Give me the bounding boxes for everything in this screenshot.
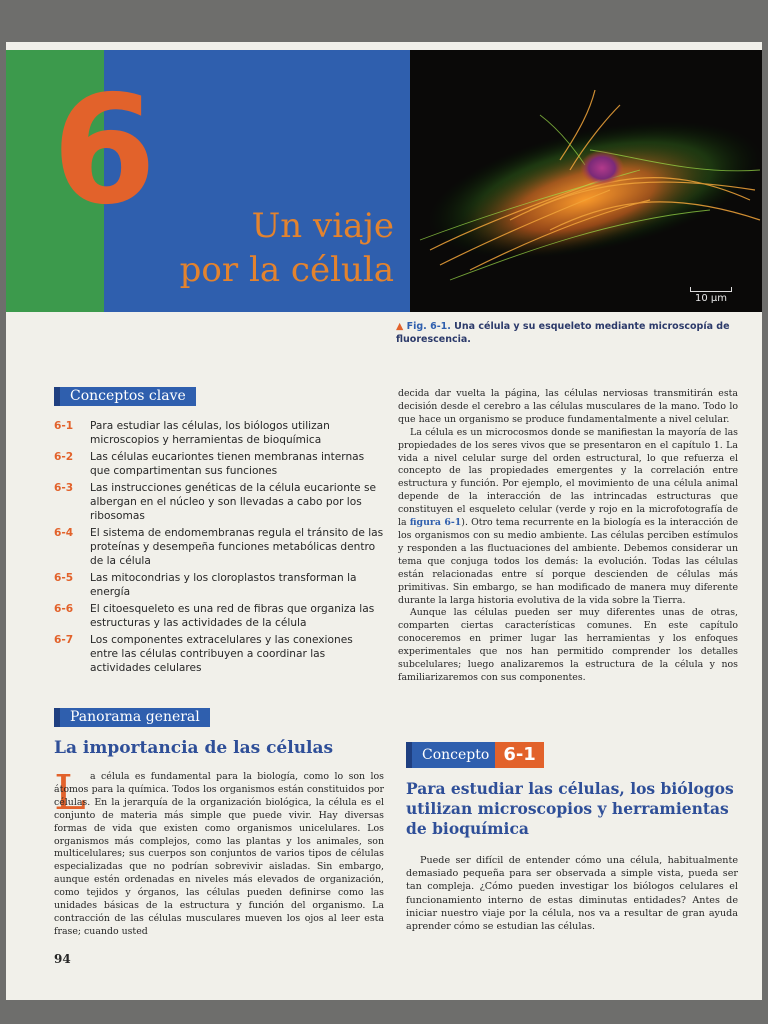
concept-text: Las células eucariontes tienen membranas internas que compartimentan sus funciones [90,451,365,477]
concept-section-title: Para estudiar las células, los biólogos utilizan microscopios y herramientas de bioquímica [406,779,734,838]
scale-bar-label: 10 µm [694,293,727,304]
key-concepts-list [54,419,384,678]
overview-body: a célula es fundamental para la biología, como lo son los átomos para la química. Todos los organismos están constituidos por células. En la jerarquía de la organización biológica, la célula es el conjunto de materia más simple que puede vivir. Hay diversas formas de vida que existen como organismos unicelulares. Los organismos más complejos, como las plantas y los animales, son multicelulares; sus cuerpos son conjuntos de varios tipos de células especializadas que no podrían sobrevivir aisladas. Sin embargo, aunque estén ordenadas en niveles más elevados de organización, como tejidos y órganos, las células pueden definirse como las unidades básicas de la estructura y función del organismo. La contracción de las células musculares mueven los ojos al leer esta frase; cuando usted [54,771,384,937]
concept-number: 6-3 [54,482,74,494]
concept-number: 6-2 [54,451,74,463]
concept-text: Los componentes extracelulares y las conexiones entre las células contribuyen a coordinar las actividades celulares [90,634,353,674]
concept-item [54,419,384,447]
concept-item [54,602,384,630]
concept-item [54,571,384,599]
scale-bar-line [690,287,732,292]
concept-text: Para estudiar las células, los biólogos utilizan microscopios y herramientas de bioquímica [90,420,330,446]
concept-item [54,450,384,478]
paragraph: decida dar vuelta la página, las células nerviosas transmitirán esta decisión desde el cerebro a las células musculares de la mano. Todo lo que hace un organismo se produce fundamentalmente a nivel celular. [398,388,738,425]
caption-triangle-icon: ▲ [396,321,407,332]
figure-caption [396,320,741,346]
paragraph-text: La célula es un microcosmos donde se manifiestan la mayoría de las propiedades de los seres vivos que se presentaron en el capítulo 1. La vida a nivel celular surge del orden estructural, lo que refuerza el concepto de las propiedades emergentes y la correlación entre estructura y función. Por ejemplo, el movimiento de una célula animal depende de la interacción de las intrincadas estructuras que constituyen el esqueleto celular (verde y rojo en la microfotografía de la [398,426,738,529]
textbook-page [6,42,762,1000]
concept-number: 6-7 [54,634,74,646]
concept-item [54,526,384,568]
chapter-number: 6 [52,64,157,238]
page-number: 94 [54,952,71,966]
paragraph-text: ). Otro tema recurrente en la biología es la interacción de los organismos con su medio ambiente. Las células perciben estímulos y responden a las fluctuaciones del ambiente. Debemos considerar un tema que conjuga todos los demás: la evolución. Todas las células están relacionadas entre sí porque descienden de células más primitivas. Sin embargo, se han modificado de manera muy diferente durante la larga historia evolutiva de la vida sobre la Tierra. [398,517,738,606]
concept-section-number: 6-1 [495,742,544,768]
figure-reference: figura 6-1 [409,517,462,529]
concept-item [54,481,384,523]
chapter-title-line2: por la célula [179,250,394,290]
overview-heading: Panorama general [54,708,210,727]
scale-bar [690,287,732,304]
concept-number: 6-4 [54,527,74,539]
chapter-title [144,204,394,292]
concept-section-label [406,742,544,768]
fluorescence-micrograph [410,50,762,312]
figure-label: Fig. 6-1. [406,321,451,332]
overview-title: La importancia de las células [54,738,334,758]
cell-micrograph-image [410,50,762,312]
concept-word: Concepto [422,747,490,763]
concepts-heading: Conceptos clave [54,387,196,406]
concept-number: 6-1 [54,420,74,432]
paragraph: Aunque las células pueden ser muy diferentes unas de otras, comparten ciertas características comunes. En este capítulo conoceremos en primer lugar las herramientas y los enfoques experimentales que nos han permitido comprender los detalles subcelulares; luego analizaremos la estructura de la célula y nos familiarizaremos con sus componentes. [398,607,738,683]
paragraph [398,427,738,608]
concept-text: Las instrucciones genéticas de la célula eucarionte se albergan en el núcleo y son llevadas a cabo por los ribosomas [90,482,376,522]
concept-text: El sistema de endomembranas regula el tránsito de las proteínas y desempeña funciones metabólicas dentro de la célula [90,527,384,567]
concept-number: 6-6 [54,603,74,615]
figure-caption-text: Una célula y su esqueleto mediante microscopía de fluorescencia. [396,321,730,345]
concept-text: Las mitocondrias y los cloroplastos transforman la energía [90,572,357,598]
concept-number: 6-5 [54,572,74,584]
concept-text: El citoesqueleto es una red de fibras que organiza las estructuras y las actividades de la célula [90,603,375,629]
concept-section-body: Puede ser difícil de entender cómo una célula, habitualmente demasiado pequeña para ser observada a simple vista, pueda ser tan compleja. ¿Cómo pueden investigar los biólogos celulares el funcionamiento interno de estas diminutas entidades? Antes de iniciar nuestro viaje por la célula, nos va a resultar de gran ayuda aprender cómo se estudian las células. [406,855,738,933]
concept-item [54,633,384,675]
right-column-text [398,388,738,685]
chapter-title-line1: Un viaje [251,206,394,246]
drop-cap: L [54,765,86,821]
